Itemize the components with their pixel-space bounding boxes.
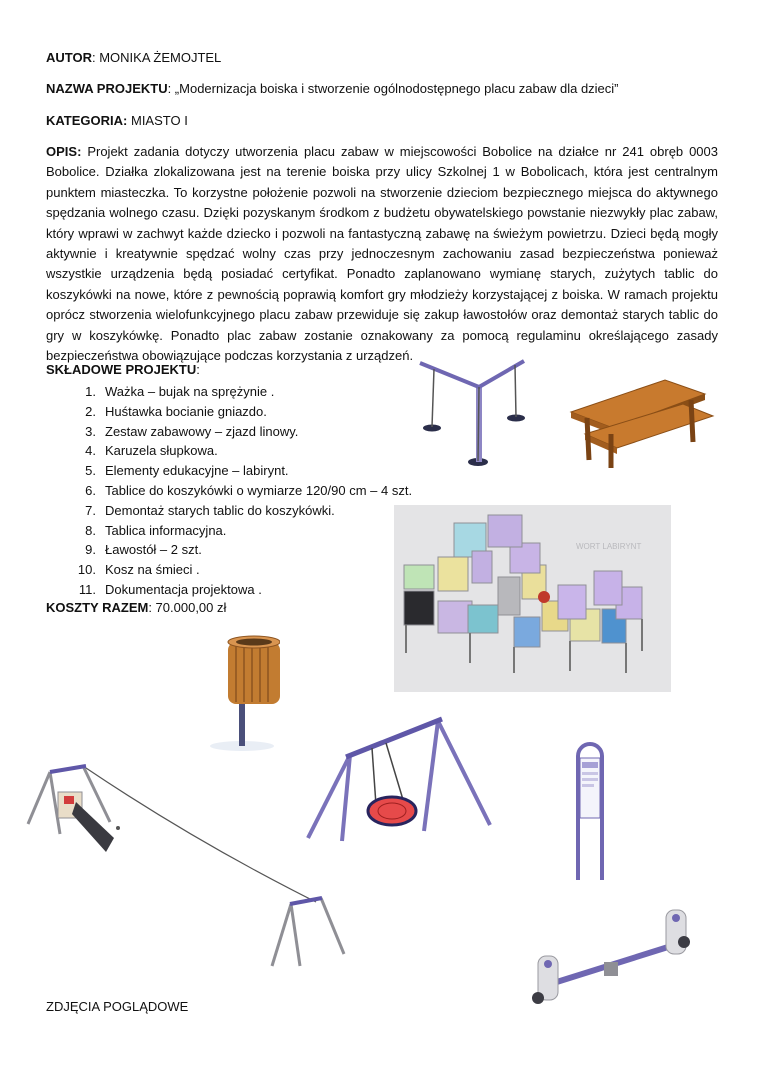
- list-item-text: Tablice do koszykówki o wymiarze 120/90 cm – 4 szt.: [105, 482, 413, 498]
- description-paragraph: [46, 142, 718, 366]
- list-item-text: Kosz na śmieci .: [105, 562, 200, 578]
- list-item: [70, 441, 412, 461]
- list-item-number: 7.: [85, 502, 96, 518]
- list-item-number: 3.: [85, 423, 96, 439]
- list-item-number: 5.: [85, 463, 96, 479]
- list-item: [70, 402, 412, 422]
- project-name-value: : „Modernizacja boiska i stworzenie ogólnodostępnego placu zabaw dla dzieci”: [167, 81, 619, 96]
- list-item-number: 2.: [85, 403, 96, 419]
- list-item-number: 6.: [85, 482, 96, 498]
- footer-caption: ZDJĘCIA POGLĄDOWE: [46, 999, 189, 1014]
- project-name-label: NAZWA PROJEKTU: [46, 81, 168, 96]
- description-text: Projekt zadania dotyczy utworzenia placu zabaw w miejscowości Bobolice na działce nr 241 obręb 0003 Bobolice. Działka zlokalizowana jest na terenie boiska przy ulicy Szkolnej 1 w Bobolicach, która jest centralnym punktem miasteczka. To korzystne położenie pozwoli na stworzenie dzieciom bezpiecznego miejsca do aktywnego spędzania wolnego czasu. Dzięki pozyskanym środkom z budżetu obywatelskiego powstanie niezwykły plac zabaw, który wprawi w zachwyt każde dziecko i pozwoli na fantastyczną zabawę na świeżym powietrzu. Dzieci będą mogły aktywnie i kreatywnie spędzać wolny czas przy jednoczesnym zachowaniu zasad bezpieczeństwa ponieważ wszystkie urządzenia będą posiadać certyfikat. Ponadto zaplanowano wymianę starych, zużytych tablic do koszykówki na nowe, które z pewnością poprawią komfort gry młodzieży korzystającej z boiska. W ramach projektu oprócz stworzenia wielofunkcyjnego placu zabaw przewiduje się zakup ławostołów oraz demontaż starych tablic do gry w koszykówkę. Ponadto plac zabaw zostanie oznakowany za pomocą regulaminu określającego zasady bezpieczeństwa obowiązujące podczas korzystania z urządzeń.: [46, 144, 718, 364]
- list-item: [70, 560, 412, 580]
- author-value: : MONIKA ŻEMOJTEL: [91, 50, 222, 65]
- cost-value: : 70.000,00 zł: [148, 600, 227, 615]
- list-item: [70, 422, 412, 442]
- list-item-text: Dokumentacja projektowa .: [105, 581, 262, 597]
- description-label: OPIS:: [46, 144, 82, 159]
- list-item-text: Huśtawka bocianie gniazdo.: [105, 403, 267, 419]
- carousel-image: [412, 355, 532, 470]
- list-item-text: Zestaw zabawowy – zjazd linowy.: [105, 423, 299, 439]
- components-heading: SKŁADOWE PROJEKTU:: [46, 362, 200, 377]
- cost-label: KOSZTY RAZEM: [46, 600, 149, 615]
- list-item-text: Tablica informacyjna.: [105, 522, 227, 538]
- author-label: AUTOR: [46, 50, 92, 65]
- list-item-text: Ławostół – 2 szt.: [105, 542, 202, 558]
- picnic-table-image: [565, 372, 715, 470]
- zipline-image: [26, 762, 356, 970]
- list-item: [70, 461, 412, 481]
- list-item-text: Ważka – bujak na sprężynie .: [105, 384, 275, 399]
- seesaw-image: [528, 906, 696, 1008]
- category-value: MIASTO I: [127, 113, 188, 128]
- category-line: [46, 113, 188, 128]
- list-item-number: 11.: [78, 581, 96, 597]
- list-item-text: Elementy edukacyjne – labirynt.: [105, 463, 289, 479]
- list-item: [70, 521, 412, 541]
- list-item: [70, 501, 412, 521]
- list-item: [70, 580, 412, 600]
- list-item-number: 8.: [85, 522, 96, 538]
- labyrinth-image: [394, 505, 671, 692]
- list-item: [70, 382, 412, 402]
- trash-bin-image: [205, 630, 280, 752]
- components-list: [70, 382, 412, 600]
- labyrinth-caption: WORT LABIRYNT: [576, 542, 642, 551]
- list-item-text: Demontaż starych tablic do koszykówki.: [105, 502, 335, 518]
- list-item-text: Karuzela słupkowa.: [105, 443, 218, 459]
- list-item: [70, 481, 412, 501]
- info-board-image: [572, 740, 608, 882]
- list-item-number: 1.: [85, 384, 96, 399]
- project-name-line: [46, 81, 619, 96]
- category-label: KATEGORIA:: [46, 113, 128, 128]
- list-item: [70, 540, 412, 560]
- cost-line: [46, 600, 226, 615]
- list-item-number: 4.: [85, 443, 96, 459]
- author-line: [46, 50, 221, 65]
- list-item-number: 10.: [77, 562, 96, 578]
- list-item-number: 9.: [85, 542, 96, 558]
